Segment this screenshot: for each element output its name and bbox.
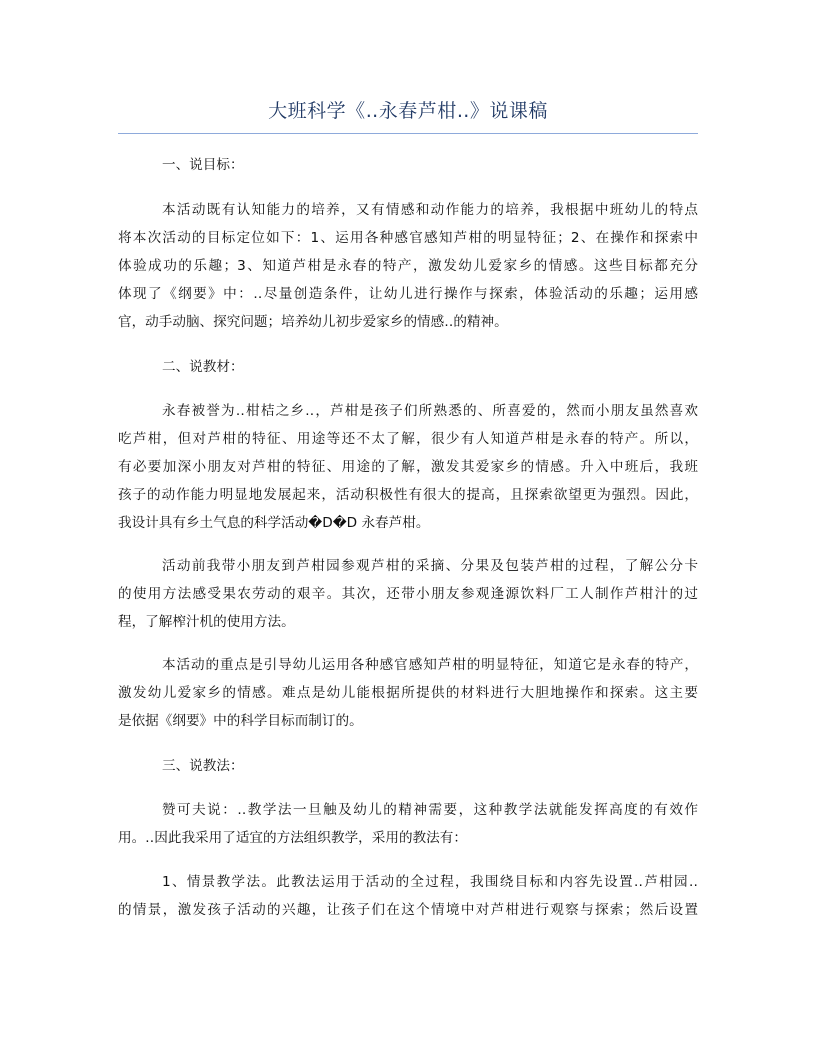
paragraph-line: 本活动的重点是引导幼儿运用各种感官感知芦柑的明显特征，知道它是永春的特产， <box>162 657 698 673</box>
paragraph-line: 1、情景教学法。此教法运用于活动的全过程，我围绕目标和内容先设置‥芦柑园‥ <box>162 874 698 890</box>
section-heading <box>118 353 698 381</box>
document-title: 大班科学《‥永春芦柑‥》说课稿 <box>268 100 548 122</box>
paragraph-line: 用。‥因此我采用了适宜的方法组织教学，采用的教法有： <box>118 830 467 846</box>
paragraph-line: 孩子的动作能力明显地发展起来，活动积极性有很大的提高，且探索欲望更为强烈。因此， <box>118 487 698 503</box>
paragraph-line: 是依据《纲要》中的科学目标而制订的。 <box>118 713 363 729</box>
title-divider <box>118 133 698 134</box>
paragraph-line: 有必要加深小朋友对芦柑的特征、用途的了解，激发其爱家乡的情感。升入中班后，我班 <box>118 459 698 475</box>
paragraph-line: 永春被誉为‥柑桔之乡‥，芦柑是孩子们所熟悉的、所喜爱的，然而小朋友虽然喜欢 <box>162 403 698 419</box>
paragraph <box>118 651 698 735</box>
paragraph-line: 官，动手动脑、探究问题；培养幼儿初步爱家乡的情感‥的精神。 <box>118 314 508 330</box>
section-heading <box>118 151 698 179</box>
paragraph-line: 吃芦柑，但对芦柑的特征、用途等还不太了解，很少有人知道芦柑是永春的特产。所以， <box>118 431 698 447</box>
paragraph-line: 赞可夫说：‥教学法一旦触及幼儿的精神需要，这种教学法就能发挥高度的有效作 <box>162 802 698 818</box>
paragraph-line: 体验成功的乐趣；3、知道芦柑是永春的特产，激发幼儿爱家乡的情感。这些目标都充分 <box>118 258 698 274</box>
paragraph <box>118 397 698 537</box>
heading-text: 三、说教法： <box>162 758 244 774</box>
section-heading <box>118 752 698 780</box>
paragraph-line: 本活动既有认知能力的培养，又有情感和动作能力的培养，我根据中班幼儿的特点 <box>162 202 698 218</box>
heading-text: 二、说教材： <box>162 359 244 375</box>
paragraph-line: 体现了《纲要》中：‥尽量创造条件，让幼儿进行操作与探索，体验活动的乐趣；运用感 <box>118 286 698 302</box>
heading-text: 一、说目标： <box>162 157 244 173</box>
paragraph-line: 将本次活动的目标定位如下：1、运用各种感官感知芦柑的明显特征；2、在操作和探索中 <box>118 230 698 246</box>
paragraph-line: 激发幼儿爱家乡的情感。难点是幼儿能根据所提供的材料进行大胆地操作和探索。这主要 <box>118 685 698 701</box>
paragraph <box>118 552 698 636</box>
paragraph-line: 的使用方法感受果农劳动的艰辛。其次，还带小朋友参观逢源饮料厂工人制作芦柑汁的过 <box>118 586 698 602</box>
paragraph-line: 我设计具有乡土气息的科学活动�D�D 永春芦柑。 <box>118 515 430 531</box>
paragraph <box>118 868 698 924</box>
paragraph-line: 活动前我带小朋友到芦柑园参观芦柑的采摘、分果及包装芦柑的过程，了解公分卡 <box>162 558 698 574</box>
paragraph <box>118 196 698 336</box>
paragraph-line: 程，了解榨汁机的使用方法。 <box>118 614 295 630</box>
paragraph-line: 的情景，激发孩子活动的兴趣，让孩子们在这个情境中对芦柑进行观察与探索；然后设置 <box>118 902 698 918</box>
paragraph <box>118 796 698 852</box>
